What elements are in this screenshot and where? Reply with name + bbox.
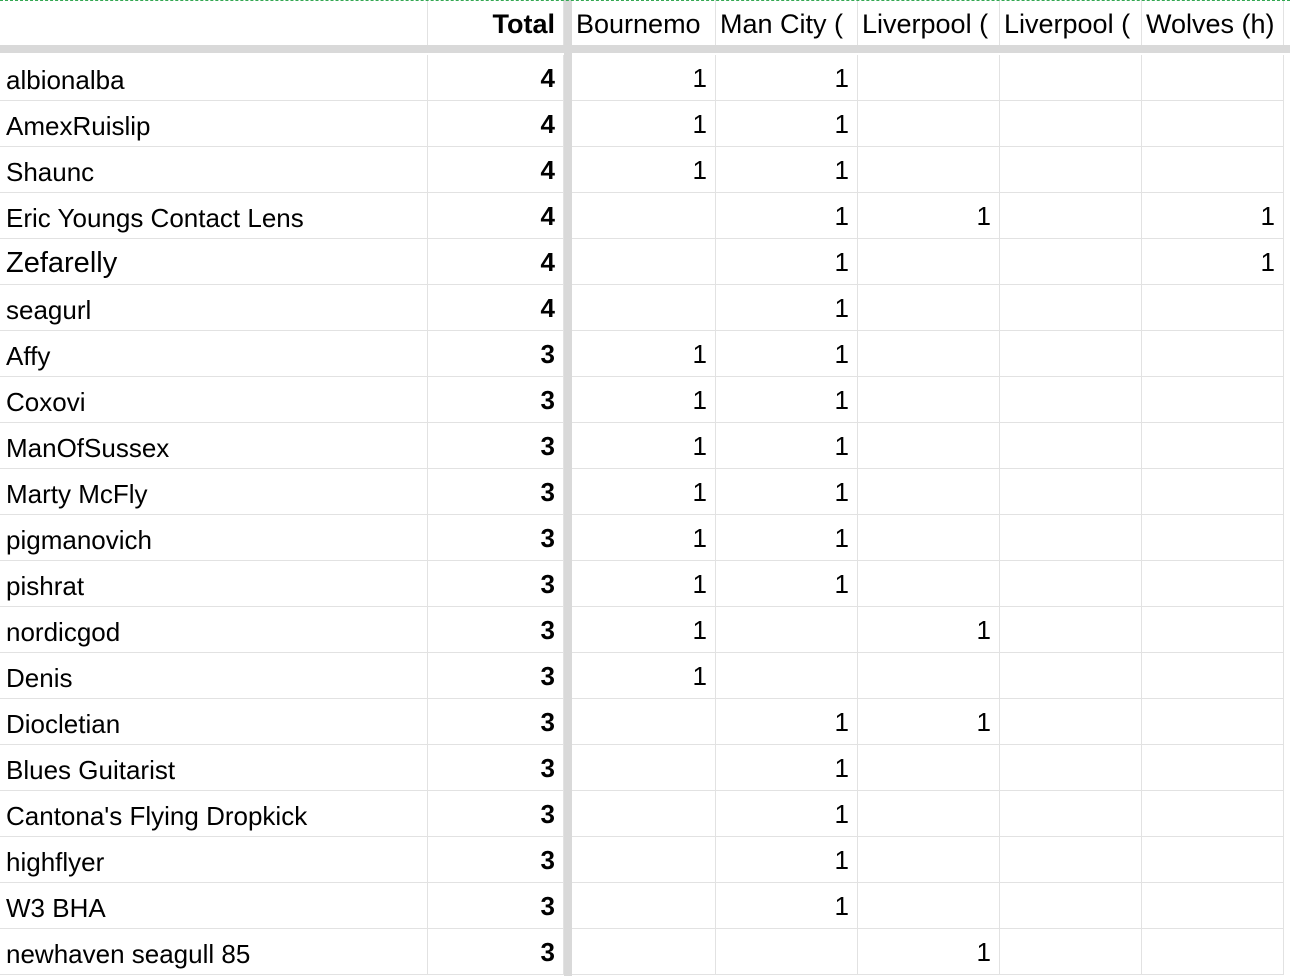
cell-match-2[interactable]: 1 <box>716 561 858 607</box>
cell-match-3[interactable] <box>858 239 1000 285</box>
table-row <box>0 515 1290 561</box>
header-cell-match-1[interactable]: Bournemo <box>572 0 716 45</box>
copy-selection-border <box>0 0 1290 1</box>
table-row <box>0 883 1290 929</box>
cell-match-3[interactable] <box>858 653 1000 699</box>
cell-total[interactable]: 4 <box>428 101 564 147</box>
cell-match-1[interactable] <box>572 239 716 285</box>
cell-match-5[interactable] <box>1142 377 1284 423</box>
cell-player-name[interactable]: albionalba <box>0 55 428 101</box>
cell-player-name[interactable]: nordicgod <box>0 607 428 653</box>
cell-match-5[interactable] <box>1142 653 1284 699</box>
table-row <box>0 193 1290 239</box>
header-cell-name[interactable] <box>0 0 428 45</box>
cell-total[interactable]: 3 <box>428 791 564 837</box>
cell-match-1[interactable]: 1 <box>572 607 716 653</box>
table-row <box>0 377 1290 423</box>
cell-player-name[interactable]: Eric Youngs Contact Lens <box>0 193 428 239</box>
cell-total[interactable]: 3 <box>428 653 564 699</box>
table-row <box>0 239 1290 285</box>
cell-total[interactable]: 4 <box>428 285 564 331</box>
cell-match-5[interactable] <box>1142 791 1284 837</box>
header-cell-match-2[interactable]: Man City ( <box>716 0 858 45</box>
cell-match-4[interactable] <box>1000 929 1142 975</box>
header-cell-match-4[interactable]: Liverpool ( <box>1000 0 1142 45</box>
cell-match-2[interactable]: 1 <box>716 331 858 377</box>
cell-player-name[interactable]: W3 BHA <box>0 883 428 929</box>
cell-match-1[interactable]: 1 <box>572 561 716 607</box>
cell-match-3[interactable]: 1 <box>858 699 1000 745</box>
cell-match-1[interactable] <box>572 883 716 929</box>
cell-match-2[interactable]: 1 <box>716 147 858 193</box>
cell-match-4[interactable] <box>1000 515 1142 561</box>
cell-match-5[interactable]: 1 <box>1142 239 1284 285</box>
cell-match-3[interactable] <box>858 469 1000 515</box>
table-row <box>0 331 1290 377</box>
cell-match-1[interactable]: 1 <box>572 653 716 699</box>
cell-total[interactable]: 3 <box>428 607 564 653</box>
cell-match-5[interactable] <box>1142 561 1284 607</box>
cell-match-5[interactable] <box>1142 607 1284 653</box>
cell-match-5[interactable] <box>1142 285 1284 331</box>
cell-match-5[interactable] <box>1142 469 1284 515</box>
cell-match-1[interactable] <box>572 745 716 791</box>
cell-match-2[interactable]: 1 <box>716 745 858 791</box>
table-row <box>0 423 1290 469</box>
cell-match-1[interactable]: 1 <box>572 147 716 193</box>
cell-match-1[interactable] <box>572 699 716 745</box>
cell-total[interactable]: 3 <box>428 929 564 975</box>
cell-match-4[interactable] <box>1000 101 1142 147</box>
cell-player-name[interactable]: Coxovi <box>0 377 428 423</box>
cell-total[interactable]: 3 <box>428 699 564 745</box>
table-row <box>0 469 1290 515</box>
cell-match-1[interactable]: 1 <box>572 377 716 423</box>
cell-match-3[interactable] <box>858 285 1000 331</box>
table-row <box>0 607 1290 653</box>
table-row <box>0 147 1290 193</box>
cell-player-name[interactable]: pishrat <box>0 561 428 607</box>
cell-match-4[interactable] <box>1000 469 1142 515</box>
cell-match-2[interactable]: 1 <box>716 423 858 469</box>
cell-player-name[interactable]: seagurl <box>0 285 428 331</box>
cell-match-2[interactable]: 1 <box>716 469 858 515</box>
table-row <box>0 745 1290 791</box>
cell-total[interactable]: 3 <box>428 837 564 883</box>
cell-match-4[interactable] <box>1000 377 1142 423</box>
cell-match-2[interactable]: 1 <box>716 239 858 285</box>
cell-total[interactable]: 4 <box>428 239 564 285</box>
cell-match-2[interactable] <box>716 653 858 699</box>
cell-match-1[interactable]: 1 <box>572 469 716 515</box>
cell-match-4[interactable] <box>1000 423 1142 469</box>
cell-match-4[interactable] <box>1000 607 1142 653</box>
cell-match-5[interactable] <box>1142 929 1284 975</box>
cell-player-name[interactable]: Blues Guitarist <box>0 745 428 791</box>
table-row <box>0 285 1290 331</box>
cell-match-4[interactable] <box>1000 193 1142 239</box>
cell-player-name[interactable]: Diocletian <box>0 699 428 745</box>
header-cell-total[interactable]: Total <box>428 0 564 45</box>
cell-total[interactable]: 3 <box>428 331 564 377</box>
cell-match-4[interactable] <box>1000 653 1142 699</box>
cell-match-3[interactable] <box>858 745 1000 791</box>
cell-match-3[interactable] <box>858 147 1000 193</box>
cell-player-name[interactable]: Shaunc <box>0 147 428 193</box>
cell-match-5[interactable] <box>1142 147 1284 193</box>
cell-player-name[interactable]: Zefarelly <box>0 239 428 285</box>
table-row <box>0 929 1290 975</box>
cell-player-name[interactable]: pigmanovich <box>0 515 428 561</box>
cell-match-5[interactable] <box>1142 101 1284 147</box>
cell-match-1[interactable]: 1 <box>572 515 716 561</box>
cell-match-5[interactable] <box>1142 331 1284 377</box>
cell-match-2[interactable]: 1 <box>716 55 858 101</box>
cell-match-3[interactable]: 1 <box>858 929 1000 975</box>
cell-match-3[interactable]: 1 <box>858 193 1000 239</box>
cell-match-5[interactable] <box>1142 837 1284 883</box>
table-row <box>0 101 1290 147</box>
cell-match-1[interactable]: 1 <box>572 423 716 469</box>
cell-match-3[interactable] <box>858 55 1000 101</box>
cell-match-2[interactable] <box>716 929 858 975</box>
table-row <box>0 561 1290 607</box>
cell-match-3[interactable] <box>858 331 1000 377</box>
table-row <box>0 791 1290 837</box>
cell-player-name[interactable]: Denis <box>0 653 428 699</box>
cell-player-name[interactable]: AmexRuislip <box>0 101 428 147</box>
header-cell-match-5[interactable]: Wolves (h) <box>1142 0 1284 45</box>
cell-total[interactable]: 3 <box>428 561 564 607</box>
cell-total[interactable]: 4 <box>428 55 564 101</box>
cell-match-3[interactable] <box>858 377 1000 423</box>
cell-match-3[interactable] <box>858 561 1000 607</box>
cell-match-2[interactable]: 1 <box>716 193 858 239</box>
cell-match-2[interactable]: 1 <box>716 377 858 423</box>
header-cell-match-3[interactable]: Liverpool ( <box>858 0 1000 45</box>
cell-total[interactable]: 3 <box>428 515 564 561</box>
cell-match-3[interactable] <box>858 791 1000 837</box>
cell-total[interactable]: 3 <box>428 745 564 791</box>
cell-player-name[interactable]: Affy <box>0 331 428 377</box>
cell-match-3[interactable] <box>858 101 1000 147</box>
cell-match-5[interactable] <box>1142 883 1284 929</box>
cell-match-5[interactable]: 1 <box>1142 193 1284 239</box>
cell-match-4[interactable] <box>1000 745 1142 791</box>
cell-match-3[interactable]: 1 <box>858 607 1000 653</box>
cell-match-4[interactable] <box>1000 561 1142 607</box>
table-row <box>0 653 1290 699</box>
cell-match-4[interactable] <box>1000 791 1142 837</box>
cell-total[interactable]: 3 <box>428 469 564 515</box>
cell-total[interactable]: 4 <box>428 147 564 193</box>
cell-match-2[interactable]: 1 <box>716 101 858 147</box>
cell-match-2[interactable]: 1 <box>716 699 858 745</box>
cell-match-5[interactable] <box>1142 699 1284 745</box>
cell-match-1[interactable] <box>572 285 716 331</box>
cell-match-4[interactable] <box>1000 699 1142 745</box>
cell-match-2[interactable] <box>716 607 858 653</box>
cell-match-4[interactable] <box>1000 55 1142 101</box>
cell-match-5[interactable] <box>1142 423 1284 469</box>
cell-match-1[interactable] <box>572 837 716 883</box>
cell-match-1[interactable] <box>572 193 716 239</box>
cell-match-4[interactable] <box>1000 837 1142 883</box>
cell-match-4[interactable] <box>1000 147 1142 193</box>
cell-match-2[interactable]: 1 <box>716 285 858 331</box>
cell-match-2[interactable]: 1 <box>716 837 858 883</box>
cell-match-3[interactable] <box>858 837 1000 883</box>
cell-match-1[interactable]: 1 <box>572 331 716 377</box>
cell-match-1[interactable]: 1 <box>572 101 716 147</box>
cell-match-1[interactable] <box>572 929 716 975</box>
cell-player-name[interactable]: Marty McFly <box>0 469 428 515</box>
cell-total[interactable]: 3 <box>428 377 564 423</box>
table-row <box>0 837 1290 883</box>
cell-match-2[interactable]: 1 <box>716 883 858 929</box>
frozen-row-divider[interactable] <box>0 45 1290 53</box>
cell-match-2[interactable]: 1 <box>716 515 858 561</box>
table-row <box>0 699 1290 745</box>
cell-match-1[interactable] <box>572 791 716 837</box>
cell-match-2[interactable]: 1 <box>716 791 858 837</box>
cell-player-name[interactable]: ManOfSussex <box>0 423 428 469</box>
table-row <box>0 55 1290 101</box>
cell-match-5[interactable] <box>1142 745 1284 791</box>
cell-match-4[interactable] <box>1000 331 1142 377</box>
cell-match-3[interactable] <box>858 515 1000 561</box>
cell-match-1[interactable]: 1 <box>572 55 716 101</box>
cell-total[interactable]: 4 <box>428 193 564 239</box>
cell-total[interactable]: 3 <box>428 423 564 469</box>
frozen-column-divider[interactable] <box>564 0 572 976</box>
header-row <box>0 0 1290 48</box>
cell-match-5[interactable] <box>1142 515 1284 561</box>
cell-match-4[interactable] <box>1000 285 1142 331</box>
cell-match-5[interactable] <box>1142 55 1284 101</box>
cell-player-name[interactable]: Cantona's Flying Dropkick <box>0 791 428 837</box>
cell-player-name[interactable]: highflyer <box>0 837 428 883</box>
cell-total[interactable]: 3 <box>428 883 564 929</box>
cell-match-4[interactable] <box>1000 883 1142 929</box>
cell-match-3[interactable] <box>858 423 1000 469</box>
cell-match-3[interactable] <box>858 883 1000 929</box>
cell-match-4[interactable] <box>1000 239 1142 285</box>
cell-player-name[interactable]: newhaven seagull 85 <box>0 929 428 975</box>
